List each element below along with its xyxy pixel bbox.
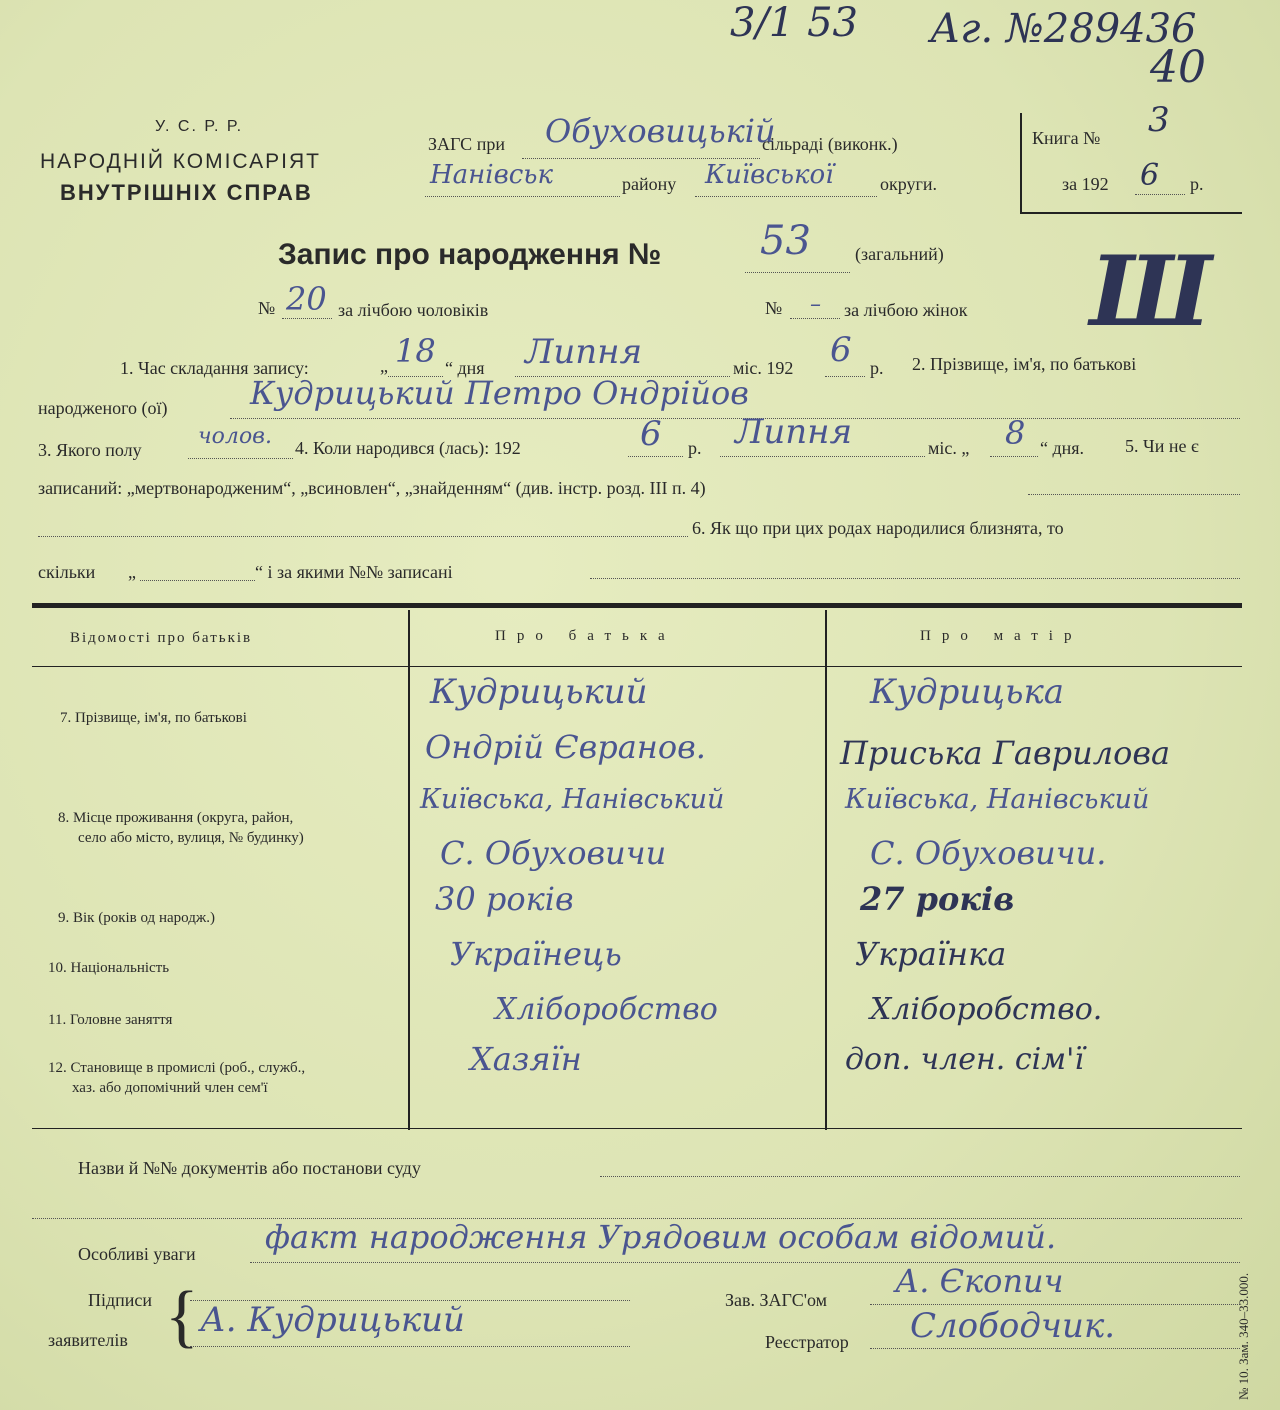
- okruha-value: Київської: [705, 160, 834, 190]
- field-6-underline: [590, 578, 1240, 579]
- documents-label: Назви й №№ документів або постанови суду: [78, 1158, 421, 1178]
- book-year-value: 6: [1140, 158, 1160, 193]
- field-4-day-underline: [990, 456, 1038, 457]
- field-3-value: чолов.: [198, 424, 272, 449]
- field-5-underline: [1028, 494, 1240, 495]
- okruha-underline: [695, 196, 877, 197]
- field-6-label: 6. Як що при цих родах народилися близнята, то: [692, 518, 1064, 538]
- record-number-underline: [745, 272, 850, 273]
- book-year-prefix: за 192: [1062, 174, 1109, 194]
- women-count-label: за лічбою жінок: [844, 300, 968, 320]
- field-1-day: 18: [395, 332, 436, 370]
- mother-occupation: Хліборобство.: [870, 992, 1103, 1027]
- registrar-signature: Слободчик.: [910, 1306, 1116, 1346]
- father-place-1: Київська, Нанівський: [420, 784, 725, 815]
- book-year-underline: [1135, 194, 1185, 195]
- signatures-brace: {: [165, 1278, 199, 1355]
- book-value: 3: [1148, 100, 1170, 140]
- field-4-label: 4. Коли народився (лась): 192: [295, 438, 521, 458]
- men-count-label: за лічбою чоловіків: [338, 300, 489, 320]
- newborn-name: Кудрицький Петро Ондрійов: [250, 374, 749, 412]
- book-label: Книга №: [1032, 128, 1101, 148]
- field-1-label: 1. Час складання запису:: [120, 358, 309, 378]
- republic-label: У. С. Р. Р.: [155, 118, 244, 135]
- field-5-underline-2: [38, 536, 688, 537]
- documents-underline: [600, 1176, 1240, 1177]
- field-6-count-underline: [140, 580, 255, 581]
- department-label: ВНУТРІШНІХ СПРАВ: [60, 180, 313, 205]
- reference-number-left: 3/1 53: [730, 0, 858, 46]
- head-signature-line: [870, 1304, 1240, 1305]
- district-underline: [425, 196, 620, 197]
- men-count-prefix: №: [258, 298, 276, 318]
- applicant-signature-line-2: [190, 1346, 630, 1347]
- zags-label: ЗАГС при: [428, 134, 505, 154]
- father-name: Ондрій Євранов.: [425, 728, 706, 766]
- mother-status: доп. член. сім'ї: [845, 1042, 1084, 1077]
- father-place-2: С. Обуховичи: [440, 834, 667, 872]
- field-5-label-line2: записаний: „мертвонародженим“, „всиновлен“, „знайденням“ (див. інстр. розд. III п. 4): [38, 478, 706, 498]
- table-divider-2: [825, 610, 827, 1130]
- field-3-underline: [188, 458, 293, 459]
- notes-label: Особливі уваги: [78, 1244, 196, 1264]
- row-10-label: 10. Національність: [48, 960, 170, 976]
- notes-underline: [250, 1262, 1240, 1263]
- registrar-label: Реєстратор: [765, 1332, 849, 1352]
- father-nationality: Українець: [450, 935, 622, 973]
- general-label: (загальний): [855, 244, 944, 264]
- reference-number-right: Аг. №289436: [930, 6, 1197, 52]
- record-number: 53: [760, 218, 811, 264]
- table-header-col3: Про матір: [920, 628, 1083, 644]
- book-box-bottom-border: [1020, 212, 1242, 214]
- row-12-label-2: хаз. або допомічний член сем'ї: [72, 1080, 268, 1096]
- district-value: Нанівськ: [430, 160, 553, 190]
- row-8-label-1: 8. Місце проживання (округа, район,: [58, 810, 294, 826]
- table-header-divider: [32, 666, 1242, 667]
- field-1-mis-label: міс. 192: [733, 358, 794, 378]
- mother-place-2: С. Обуховичи.: [870, 834, 1107, 872]
- field-6-label-a: скільки: [38, 562, 96, 582]
- father-occupation: Хліборобство: [495, 992, 718, 1027]
- field-2-label-line2: народженого (ої): [38, 398, 168, 418]
- row-9-label: 9. Вік (років од народж.): [58, 910, 215, 926]
- table-header-col2: Про батька: [495, 628, 676, 644]
- field-4-mis: міс. „: [928, 438, 970, 458]
- applicant-signature: А. Кудрицький: [200, 1300, 465, 1340]
- father-status: Хазяїн: [470, 1040, 582, 1078]
- field-4-r: р.: [688, 438, 702, 458]
- men-count-value: 20: [286, 280, 327, 318]
- field-1-month: Липня: [525, 332, 643, 372]
- women-count-underline: [790, 318, 840, 319]
- men-count-underline: [282, 318, 332, 319]
- mother-place-1: Київська, Нанівський: [845, 784, 1150, 815]
- record-title: Запис про народження №: [278, 238, 662, 271]
- village-council-label: сільраді (виконк.): [762, 134, 898, 154]
- signatures-label-1: Підписи: [88, 1290, 153, 1310]
- table-bottom-border: [32, 1128, 1242, 1129]
- mother-name: Приська Гаврилова: [840, 734, 1171, 772]
- district-label: району: [622, 174, 677, 194]
- row-7-label: 7. Прізвище, ім'я, по батькові: [60, 710, 247, 726]
- head-label: Зав. ЗАГС'ом: [725, 1290, 827, 1310]
- table-divider-1: [408, 610, 410, 1130]
- field-4-year-underline: [628, 456, 683, 457]
- commissariat-label: НАРОДНІЙ КОМІСАРІЯТ: [40, 150, 321, 173]
- field-4-day: 8: [1005, 414, 1026, 452]
- field-2-label: 2. Прізвище, ім'я, по батькові: [912, 354, 1137, 374]
- book-box-left-border: [1020, 113, 1022, 213]
- row-11-label: 11. Головне заняття: [48, 1012, 173, 1028]
- women-count-value: –: [810, 292, 821, 317]
- field-6-label-c: “ і за якими №№ записані: [255, 562, 453, 582]
- margin-mark: Ш: [1090, 235, 1212, 348]
- field-3-label: 3. Якого полу: [38, 440, 142, 460]
- book-year-suffix: р.: [1190, 174, 1204, 194]
- table-header-col1: Відомості про батьків: [70, 630, 253, 646]
- field-1-r: р.: [870, 358, 884, 378]
- mother-nationality: Українка: [855, 935, 1007, 973]
- head-signature: А. Єкопич: [895, 1262, 1064, 1300]
- women-count-prefix: №: [765, 298, 783, 318]
- father-age: 30 років: [435, 880, 574, 918]
- field-4-month: Липня: [735, 412, 853, 452]
- field-4-year: 6: [640, 414, 662, 454]
- field-4-month-underline: [720, 456, 925, 457]
- reference-side-number: 40: [1150, 42, 1206, 93]
- row-12-label-1: 12. Становище в промислі (роб., служб.,: [48, 1060, 306, 1076]
- zags-value: Обуховицькій: [545, 112, 776, 150]
- field-4-dnia: “ дня.: [1040, 438, 1085, 458]
- zags-underline: [522, 158, 760, 159]
- signatures-label-2: заявителів: [48, 1330, 128, 1350]
- field-1-year-underline: [825, 376, 865, 377]
- field-1-quote-open: „: [380, 356, 388, 376]
- table-top-border: [32, 603, 1242, 608]
- father-surname: Кудрицький: [430, 672, 648, 712]
- row-8-label-2: село або місто, вулиця, № будинку): [78, 830, 304, 846]
- registrar-signature-line: [870, 1348, 1240, 1349]
- field-5-label: 5. Чи не є: [1125, 436, 1199, 456]
- okruha-label: округи.: [880, 174, 938, 194]
- mother-age: 27 років: [860, 880, 1015, 918]
- mother-surname: Кудрицька: [870, 672, 1065, 712]
- notes-value: факт народження Урядовим особам відомий.: [265, 1218, 1057, 1256]
- field-1-year: 6: [830, 330, 852, 370]
- field-1-quote-close: “ дня: [445, 358, 485, 378]
- field-6-quote-open: „: [128, 562, 136, 582]
- print-order-note: № 10. Зам. 340–33.000.: [1236, 1272, 1251, 1400]
